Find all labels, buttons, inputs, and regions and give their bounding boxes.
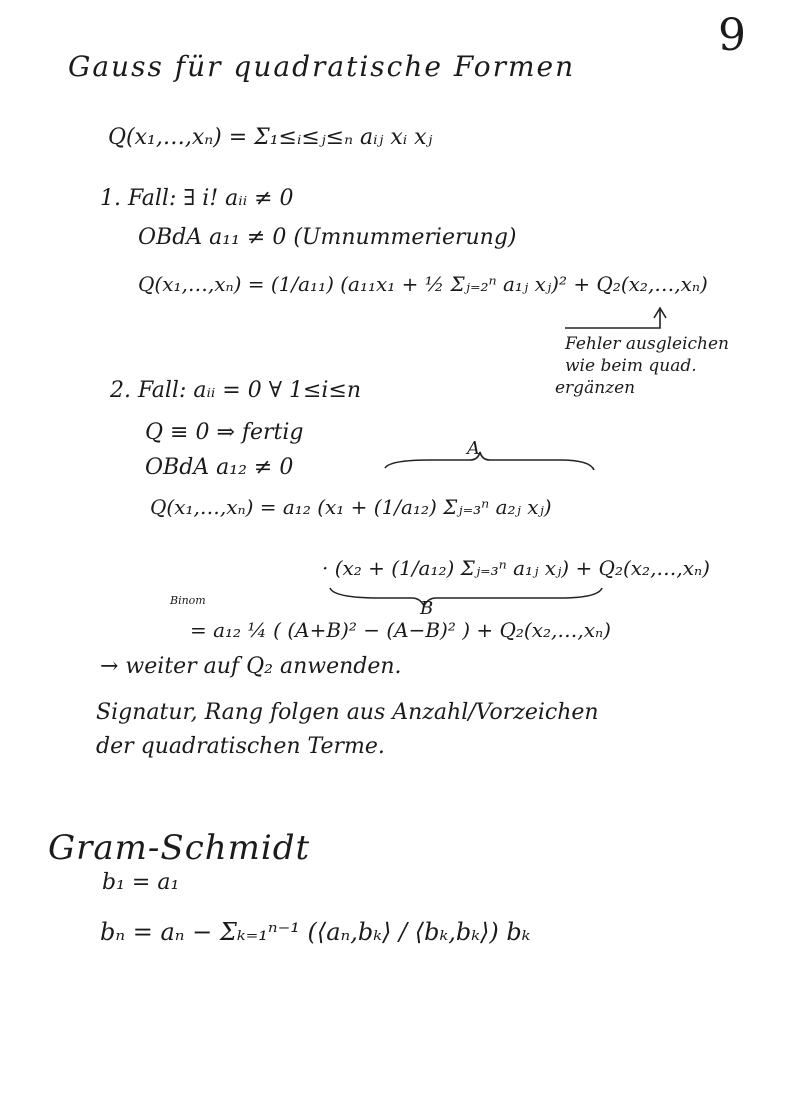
brace-label-b: B: [420, 598, 434, 619]
gram-schmidt-b1: b₁ = a₁: [102, 870, 180, 895]
brace-label-a: A: [467, 438, 480, 459]
section-title-gauss: Gauss für quadratische Formen: [68, 50, 576, 83]
fall2-formula-line2: · (x₂ + (1/a₁₂) Σⱼ₌₃ⁿ a₁ⱼ xⱼ) + Q₂(x₂,…,xₙ): [322, 556, 710, 580]
fall1-note-line3: ergänzen: [555, 378, 636, 398]
fall2-obda: OBdA a₁₂ ≠ 0: [145, 455, 294, 480]
fall1-note-line1: Fehler ausgleichen: [565, 334, 730, 354]
gauss-definition: Q(x₁,…,xₙ) = Σ₁≤ᵢ≤ⱼ≤ₙ aᵢⱼ xᵢ xⱼ: [108, 125, 433, 150]
fall1-note-line2: wie beim quad.: [565, 356, 697, 376]
signature-line1: Signatur, Rang folgen aus Anzahl/Vorzeichen: [96, 700, 599, 725]
signature-line2: der quadratischen Terme.: [96, 734, 385, 759]
page-number: 9: [718, 10, 746, 61]
brace-a: [385, 452, 594, 470]
fall2-heading: 2. Fall: aᵢᵢ = 0 ∀ 1≤i≤n: [110, 378, 362, 403]
brace-b: [330, 588, 602, 606]
fall2-formula-line1: Q(x₁,…,xₙ) = a₁₂ (x₁ + (1/a₁₂) Σⱼ₌₃ⁿ a₂ⱼ xⱼ): [150, 495, 552, 519]
fall1-obda: OBdA a₁₁ ≠ 0 (Umnummerierung): [138, 225, 517, 250]
fall2-q-zero: Q ≡ 0 ⇒ fertig: [145, 420, 304, 445]
fall1-formula: Q(x₁,…,xₙ) = (1/a₁₁) (a₁₁x₁ + ½ Σⱼ₌₂ⁿ a₁ⱼ xⱼ)² + Q₂(x₂,…,xₙ): [138, 272, 708, 296]
gram-schmidt-bn: bₙ = aₙ − Σₖ₌₁ⁿ⁻¹ (⟨aₙ,bₖ⟩ / ⟨bₖ,bₖ⟩) bₖ: [100, 918, 531, 946]
error-arrow: [565, 310, 660, 328]
section-title-gram-schmidt: Gram-Schmidt: [48, 828, 311, 868]
fall2-continue: → weiter auf Q₂ anwenden.: [100, 654, 402, 679]
fall1-heading: 1. Fall: ∃ i! aᵢᵢ ≠ 0: [100, 186, 294, 211]
fall2-formula-line3: = a₁₂ ¼ ( (A+B)² − (A−B)² ) + Q₂(x₂,…,xₙ): [190, 618, 611, 642]
binom-tag: Binom: [170, 594, 206, 607]
